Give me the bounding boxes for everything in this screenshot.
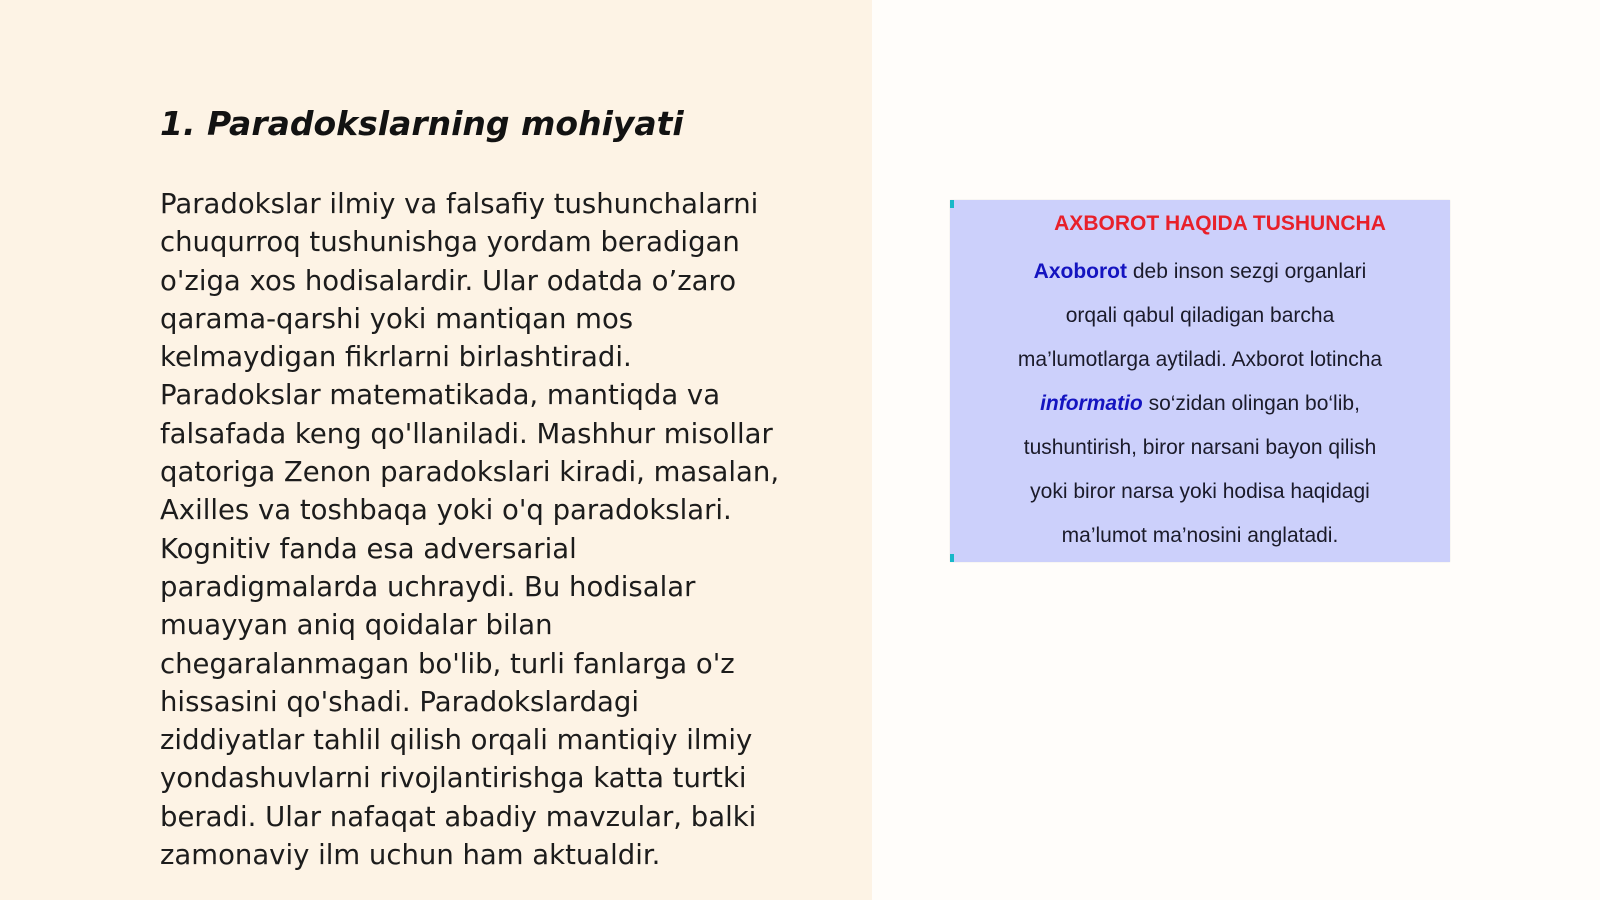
info-line: yoki biror narsa yoki hodisa haqidagi — [1030, 480, 1370, 503]
info-line: ma’lumot ma’nosini anglatadi. — [1061, 524, 1339, 547]
info-image-heading: AXBOROT HAQIDA TUSHUNCHA — [1054, 212, 1386, 235]
body-line: Paradokslar matematikada, mantiqda va — [160, 379, 721, 412]
info-line: orqali qabul qiladigan barcha — [1065, 304, 1335, 327]
body-line: ziddiyatlar tahlil qilish orqali mantiqiy ilmiy — [160, 724, 753, 757]
slide-title: 1. Paradokslarning mohiyati — [160, 104, 684, 143]
info-line — [950, 250, 1450, 294]
info-line: tushuntirish, biror narsani bayon qilish — [1023, 436, 1377, 459]
body-line: yondashuvlarni rivojlantirishga katta turtki — [160, 762, 747, 795]
body-line: Paradokslar ilmiy va falsafiy tushunchalarni — [160, 188, 759, 220]
body-line: qatoriga Zenon paradokslari kiradi, masalan, — [160, 456, 780, 489]
body-line: falsafada keng qo'llaniladi. Mashhur misollar — [160, 417, 773, 450]
body-line: Axilles va toshbaqa yoki o'q paradokslari. — [160, 494, 732, 527]
info-line-text: deb inson sezgi organlari — [1127, 260, 1367, 283]
body-line: paradigmalarda uchraydi. Bu hodisalar — [160, 570, 696, 603]
corner-mark — [950, 200, 954, 208]
info-image-text — [950, 250, 1450, 558]
body-line: chegaralanmagan bo'lib, turli fanlarga o'z — [160, 647, 735, 680]
body-line: kelmaydigan fikrlarni birlashtiradi. — [160, 341, 632, 374]
info-line — [950, 382, 1450, 426]
body-line: beradi. Ular nafaqat abadiy mavzular, balki — [160, 800, 757, 833]
body-line: qarama-qarshi yoki mantiqan mos — [160, 302, 634, 335]
body-line: Kognitiv fanda esa adversarial — [160, 532, 577, 565]
info-line-text: so‘zidan olingan bo‘lib, — [1142, 392, 1360, 415]
axborot-info-image — [950, 200, 1450, 562]
slide-body-text — [160, 185, 850, 874]
body-line: chuqurroq tushunishga yordam beradigan — [160, 226, 740, 259]
body-line: muayyan aniq qoidalar bilan — [160, 609, 553, 642]
body-line: zamonaviy ilm uchun ham aktualdir. — [160, 839, 661, 872]
body-line: hissasini qo'shadi. Paradokslardagi — [160, 685, 639, 718]
term-axoborot: Axoborot — [1033, 260, 1127, 283]
info-line: ma’lumotlarga aytiladi. Axborot lotincha — [1017, 348, 1383, 371]
body-line: o'ziga xos hodisalardir. Ular odatda o’zaro — [160, 264, 737, 297]
term-informatio: informatio — [1040, 392, 1143, 415]
